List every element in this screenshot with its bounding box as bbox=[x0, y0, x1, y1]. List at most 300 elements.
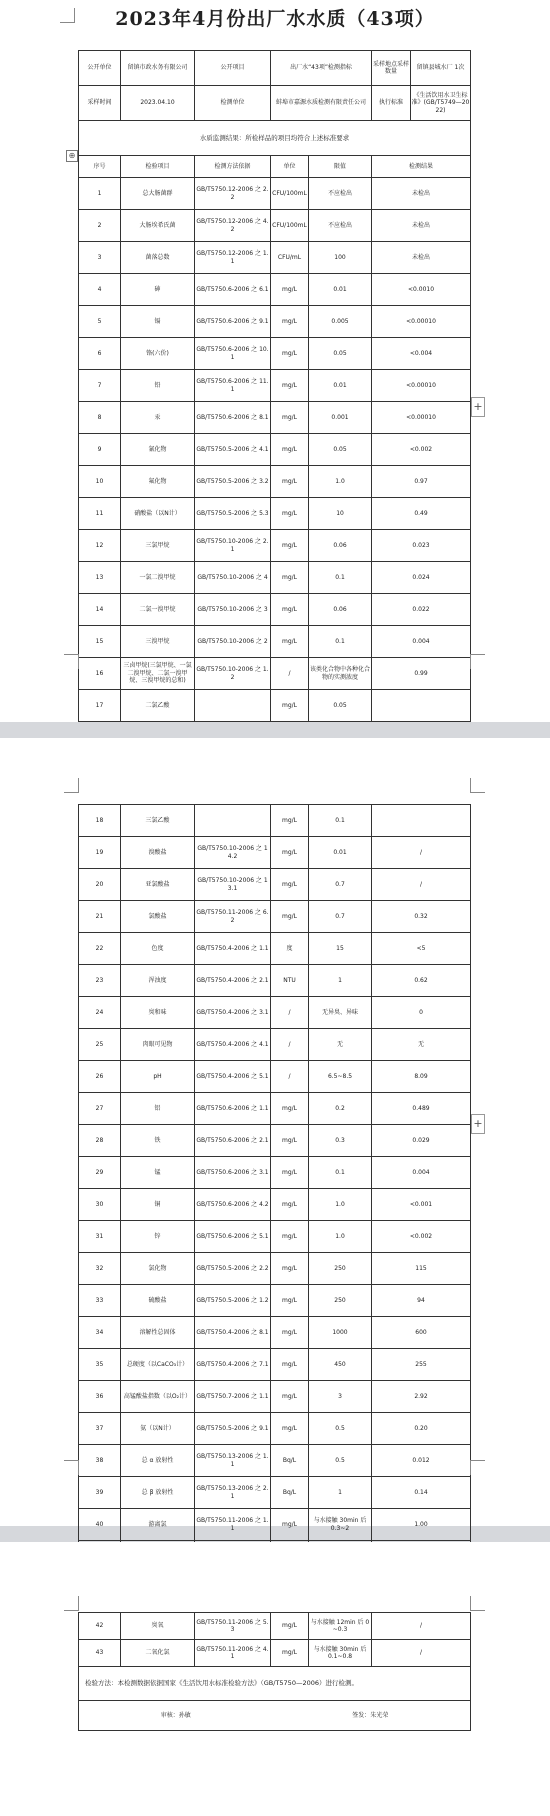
cell-result bbox=[372, 805, 471, 837]
cell-result: <0.002 bbox=[372, 434, 471, 466]
cell-no: 1 bbox=[79, 178, 121, 210]
cell-result: 未检出 bbox=[372, 210, 471, 242]
sample-point-value: 留镇县城水厂 1次 bbox=[416, 64, 465, 72]
cell-result: 600 bbox=[372, 1317, 471, 1349]
cell-limit: 与水接触 30min 后 0.3~2 bbox=[309, 1509, 372, 1541]
cell-limit: 450 bbox=[309, 1349, 372, 1381]
cell-result: 0.029 bbox=[372, 1125, 471, 1157]
cell-item: pH bbox=[121, 1061, 195, 1093]
table-row bbox=[79, 1445, 471, 1477]
cell-limit: 0.06 bbox=[309, 530, 372, 562]
cell-item: 锰 bbox=[121, 1157, 195, 1189]
cell-item: 铅 bbox=[121, 370, 195, 402]
table-row bbox=[79, 594, 471, 626]
cell-no: 42 bbox=[79, 1613, 121, 1640]
cell-unit: mg/L bbox=[271, 466, 309, 498]
cell-method: GB/T5750.4-2006 之 1.1 bbox=[195, 933, 271, 965]
cell-unit: CFU/100mL bbox=[271, 210, 309, 242]
cell-unit: mg/L bbox=[271, 370, 309, 402]
cell-unit: mg/L bbox=[271, 562, 309, 594]
water-quality-table-1 bbox=[78, 50, 471, 722]
add-row-button[interactable]: + bbox=[471, 1114, 485, 1134]
cell-result: 0.022 bbox=[372, 594, 471, 626]
cell-result: 94 bbox=[372, 1285, 471, 1317]
cell-item: 总 α 放射性 bbox=[121, 1445, 195, 1477]
cell-item: 硝酸盐（以N计） bbox=[121, 498, 195, 530]
cell-item: 砷 bbox=[121, 274, 195, 306]
cell-limit: 0.3 bbox=[309, 1125, 372, 1157]
table-row bbox=[79, 242, 471, 274]
cell-item: 游离氯 bbox=[121, 1509, 195, 1541]
cell-item: 汞 bbox=[121, 402, 195, 434]
cell-item: 氯化物 bbox=[121, 1253, 195, 1285]
table-row bbox=[79, 1349, 471, 1381]
cell-result: 0.99 bbox=[372, 658, 471, 690]
cell-limit: 0.1 bbox=[309, 805, 372, 837]
cell-item: 铜 bbox=[121, 1189, 195, 1221]
cell-item: 三氯甲烷 bbox=[121, 530, 195, 562]
cell-unit: mg/L bbox=[271, 1125, 309, 1157]
cell-limit: 与水接触 12min 后 0~0.3 bbox=[309, 1613, 372, 1640]
signature-row bbox=[79, 1701, 471, 1731]
cell-item: 二氯乙酸 bbox=[121, 690, 195, 722]
cell-no: 33 bbox=[79, 1285, 121, 1317]
header-row-2 bbox=[79, 86, 471, 121]
table-row bbox=[79, 933, 471, 965]
sample-time-label: 采样时间 bbox=[79, 86, 121, 121]
cell-result: 未检出 bbox=[372, 242, 471, 274]
table-row bbox=[79, 1285, 471, 1317]
cell-result: 2.92 bbox=[372, 1381, 471, 1413]
cell-method bbox=[195, 690, 271, 722]
table-row bbox=[79, 1640, 471, 1667]
table-row bbox=[79, 901, 471, 933]
section-note: 水质监测结果：所检样品的项目均符合上述标准要求 bbox=[79, 121, 471, 156]
col-limit: 限值 bbox=[309, 156, 372, 178]
cell-limit: 250 bbox=[309, 1253, 372, 1285]
cell-limit: 0.1 bbox=[309, 1157, 372, 1189]
cell-unit: mg/L bbox=[271, 498, 309, 530]
table-row bbox=[79, 434, 471, 466]
crop-mark bbox=[470, 1460, 485, 1475]
cell-limit: 与水接触 30min 后 0.1~0.8 bbox=[309, 1640, 372, 1667]
cell-no: 17 bbox=[79, 690, 121, 722]
col-result: 检测结果 bbox=[372, 156, 471, 178]
table-row bbox=[79, 210, 471, 242]
col-unit: 单位 bbox=[271, 156, 309, 178]
cell-result: 无 bbox=[372, 1029, 471, 1061]
method-note: 检验方法：本检测数据依据国家《生活饮用水标准检验方法》（GB/T5750—2006）进行检测。 bbox=[79, 1667, 471, 1701]
cell-method: GB/T5750.4-2006 之 5.1 bbox=[195, 1061, 271, 1093]
table-row bbox=[79, 274, 471, 306]
cell-no: 27 bbox=[79, 1093, 121, 1125]
cell-item: 锌 bbox=[121, 1221, 195, 1253]
cell-unit: mg/L bbox=[271, 1509, 309, 1541]
table-row bbox=[79, 370, 471, 402]
public-item-value: 出厂水“43项”检测指标 bbox=[271, 51, 372, 86]
table-row bbox=[79, 178, 471, 210]
cell-limit: 不应检出 bbox=[309, 210, 372, 242]
cell-result bbox=[372, 690, 471, 722]
cell-result: <0.002 bbox=[372, 1221, 471, 1253]
cell-result: 未检出 bbox=[372, 178, 471, 210]
cell-method: GB/T5750.6-2006 之 6.1 bbox=[195, 274, 271, 306]
cell-limit: 250 bbox=[309, 1285, 372, 1317]
cell-unit: mg/L bbox=[271, 402, 309, 434]
cell-unit: mg/L bbox=[271, 1093, 309, 1125]
cell-unit: mg/L bbox=[271, 1189, 309, 1221]
cell-result: 0.023 bbox=[372, 530, 471, 562]
cell-no: 13 bbox=[79, 562, 121, 594]
cell-no: 30 bbox=[79, 1189, 121, 1221]
cell-result: / bbox=[372, 837, 471, 869]
cell-limit: 10 bbox=[309, 498, 372, 530]
cell-unit: mg/L bbox=[271, 274, 309, 306]
add-row-button[interactable]: + bbox=[471, 397, 485, 417]
cell-result: 0.49 bbox=[372, 498, 471, 530]
table-row bbox=[79, 1317, 471, 1349]
cell-limit: 无异臭、异味 bbox=[309, 997, 372, 1029]
cell-method: GB/T5750.7-2006 之 1.1 bbox=[195, 1381, 271, 1413]
cell-result: 0.489 bbox=[372, 1093, 471, 1125]
cell-result: <0.004 bbox=[372, 338, 471, 370]
cell-unit: mg/L bbox=[271, 901, 309, 933]
cell-no: 37 bbox=[79, 1413, 121, 1445]
cell-method: GB/T5750.4-2006 之 8.1 bbox=[195, 1317, 271, 1349]
standard-cell bbox=[372, 86, 471, 121]
cell-method: GB/T5750.10-2006 之 13.1 bbox=[195, 869, 271, 901]
cell-limit: 15 bbox=[309, 933, 372, 965]
cell-no: 15 bbox=[79, 626, 121, 658]
table-row bbox=[79, 498, 471, 530]
cell-method: GB/T5750.13-2006 之 2.1 bbox=[195, 1477, 271, 1509]
cell-unit: NTU bbox=[271, 965, 309, 997]
cell-unit: mg/L bbox=[271, 1349, 309, 1381]
water-quality-table-2 bbox=[78, 804, 471, 1573]
cell-method: GB/T5750.5-2006 之 3.2 bbox=[195, 466, 271, 498]
table-row bbox=[79, 530, 471, 562]
table-row bbox=[79, 338, 471, 370]
cell-limit: 0.5 bbox=[309, 1413, 372, 1445]
cell-result: <0.00010 bbox=[372, 402, 471, 434]
cell-item: 一氯二溴甲烷 bbox=[121, 562, 195, 594]
cell-limit: 0.01 bbox=[309, 274, 372, 306]
standard-value: 《生活饮用水卫生标准》(GB/T5749—2022) bbox=[411, 91, 470, 114]
public-unit-value: 留镇市政水务有限公司 bbox=[121, 51, 195, 86]
cell-no: 3 bbox=[79, 242, 121, 274]
cell-result: <0.00010 bbox=[372, 370, 471, 402]
cell-result: <5 bbox=[372, 933, 471, 965]
cell-no: 22 bbox=[79, 933, 121, 965]
document-page-1 bbox=[0, 0, 550, 722]
cell-unit: / bbox=[271, 1061, 309, 1093]
table-move-handle-icon[interactable]: ⊕ bbox=[66, 150, 78, 162]
col-method: 检测方法依据 bbox=[195, 156, 271, 178]
cell-item: 色度 bbox=[121, 933, 195, 965]
cell-no: 11 bbox=[79, 498, 121, 530]
cell-no: 20 bbox=[79, 869, 121, 901]
cell-unit: / bbox=[271, 658, 309, 690]
cell-unit: mg/L bbox=[271, 338, 309, 370]
cell-result: 0.024 bbox=[372, 562, 471, 594]
cell-result: 0.32 bbox=[372, 901, 471, 933]
cell-item: 硫酸盐 bbox=[121, 1285, 195, 1317]
cell-method: GB/T5750.6-2006 之 5.1 bbox=[195, 1221, 271, 1253]
cell-method: GB/T5750.10-2006 之 3 bbox=[195, 594, 271, 626]
cell-unit: mg/L bbox=[271, 1221, 309, 1253]
cell-no: 5 bbox=[79, 306, 121, 338]
col-item: 检验项目 bbox=[121, 156, 195, 178]
cell-method: GB/T5750.4-2006 之 7.1 bbox=[195, 1349, 271, 1381]
cell-item: 二氯一溴甲烷 bbox=[121, 594, 195, 626]
table-row bbox=[79, 1093, 471, 1125]
cell-result: / bbox=[372, 1640, 471, 1667]
cell-method: GB/T5750.6-2006 之 9.1 bbox=[195, 306, 271, 338]
cell-no: 34 bbox=[79, 1317, 121, 1349]
cell-result: 1.00 bbox=[372, 1509, 471, 1541]
cell-limit: 0.1 bbox=[309, 626, 372, 658]
sample-point-label: 采样地点采样数量 bbox=[372, 51, 411, 85]
cell-item: 铬(六价) bbox=[121, 338, 195, 370]
cell-unit: mg/L bbox=[271, 837, 309, 869]
cell-result: / bbox=[372, 1613, 471, 1640]
cell-item: 肉眼可见物 bbox=[121, 1029, 195, 1061]
approver: 签发：朱光荣 bbox=[352, 1711, 389, 1719]
table-row bbox=[79, 306, 471, 338]
document-title: 2023年4月份出厂水水质（43项） bbox=[115, 8, 435, 30]
table-row bbox=[79, 869, 471, 901]
table-row bbox=[79, 1061, 471, 1093]
table-row bbox=[79, 965, 471, 997]
cell-method: GB/T5750.6-2006 之 2.1 bbox=[195, 1125, 271, 1157]
cell-method: GB/T5750.6-2006 之 8.1 bbox=[195, 402, 271, 434]
public-unit-label: 公开单位 bbox=[79, 51, 121, 86]
cell-method: GB/T5750.6-2006 之 10.1 bbox=[195, 338, 271, 370]
cell-no: 32 bbox=[79, 1253, 121, 1285]
cell-no: 2 bbox=[79, 210, 121, 242]
cell-item: 镉 bbox=[121, 306, 195, 338]
crop-mark bbox=[64, 1460, 79, 1475]
table-row bbox=[79, 1157, 471, 1189]
sample-point-cell bbox=[372, 51, 471, 86]
crop-mark bbox=[470, 654, 485, 669]
cell-method: GB/T5750.10-2006 之 14.2 bbox=[195, 837, 271, 869]
cell-method: GB/T5750.11-2006 之 1.1 bbox=[195, 1509, 271, 1541]
cell-limit: 1.0 bbox=[309, 1189, 372, 1221]
cell-unit: CFU/mL bbox=[271, 242, 309, 274]
cell-result: 0.004 bbox=[372, 1157, 471, 1189]
cell-limit: 该类化合物中各种化合物的实测浓度 bbox=[309, 658, 372, 690]
cell-limit: 0.06 bbox=[309, 594, 372, 626]
cell-limit: 1.0 bbox=[309, 466, 372, 498]
cell-unit: mg/L bbox=[271, 306, 309, 338]
cell-unit: mg/L bbox=[271, 530, 309, 562]
cell-no: 21 bbox=[79, 901, 121, 933]
cell-unit: mg/L bbox=[271, 1381, 309, 1413]
cell-method: GB/T5750.4-2006 之 3.1 bbox=[195, 997, 271, 1029]
cell-method: GB/T5750.12-2006 之 2.2 bbox=[195, 178, 271, 210]
cell-item: 氯酸盐 bbox=[121, 901, 195, 933]
table-row bbox=[79, 1221, 471, 1253]
crop-mark bbox=[64, 778, 79, 793]
test-unit-value: 蚌埠市嘉源水质检测有限责任公司 bbox=[271, 86, 372, 121]
cell-method: GB/T5750.12-2006 之 4.2 bbox=[195, 210, 271, 242]
cell-no: 40 bbox=[79, 1509, 121, 1541]
cell-unit: mg/L bbox=[271, 1253, 309, 1285]
cell-result: 115 bbox=[372, 1253, 471, 1285]
cell-item: 三卤甲烷(三氯甲烷、一氯二溴甲烷、二氯一溴甲烷、三溴甲烷的总和) bbox=[121, 658, 195, 690]
cell-no: 18 bbox=[79, 805, 121, 837]
cell-item: 铝 bbox=[121, 1093, 195, 1125]
cell-limit: 1000 bbox=[309, 1317, 372, 1349]
cell-unit: mg/L bbox=[271, 594, 309, 626]
cell-unit: mg/L bbox=[271, 626, 309, 658]
cell-limit: 0.7 bbox=[309, 901, 372, 933]
cell-unit: mg/L bbox=[271, 690, 309, 722]
cell-limit: 100 bbox=[309, 242, 372, 274]
cell-no: 35 bbox=[79, 1349, 121, 1381]
table-row bbox=[79, 402, 471, 434]
cell-result: <0.00010 bbox=[372, 306, 471, 338]
column-header-row bbox=[79, 156, 471, 178]
signature-cell bbox=[79, 1701, 471, 1731]
water-quality-table-3 bbox=[78, 1612, 471, 1731]
cell-result: <0.001 bbox=[372, 1189, 471, 1221]
cell-limit: 无 bbox=[309, 1029, 372, 1061]
table-row bbox=[79, 690, 471, 722]
cell-item: 氨（以N计） bbox=[121, 1413, 195, 1445]
cell-result: 0.004 bbox=[372, 626, 471, 658]
method-note-row bbox=[79, 1667, 471, 1701]
cell-limit: 0.7 bbox=[309, 869, 372, 901]
table-row bbox=[79, 562, 471, 594]
cell-unit: mg/L bbox=[271, 805, 309, 837]
cell-unit: mg/L bbox=[271, 1157, 309, 1189]
cell-method: GB/T5750.11-2006 之 5.3 bbox=[195, 1613, 271, 1640]
cell-limit: 6.5~8.5 bbox=[309, 1061, 372, 1093]
cell-no: 23 bbox=[79, 965, 121, 997]
cell-result: 255 bbox=[372, 1349, 471, 1381]
cell-method: GB/T5750.13-2006 之 1.1 bbox=[195, 1445, 271, 1477]
crop-mark bbox=[64, 654, 79, 669]
cell-no: 43 bbox=[79, 1640, 121, 1667]
cell-item: 亚氯酸盐 bbox=[121, 869, 195, 901]
cell-item: 三溴甲烷 bbox=[121, 626, 195, 658]
cell-item: 二氧化氯 bbox=[121, 1640, 195, 1667]
crop-mark bbox=[470, 1596, 485, 1611]
cell-limit: 0.01 bbox=[309, 370, 372, 402]
cell-item: 铁 bbox=[121, 1125, 195, 1157]
public-item-label: 公开项目 bbox=[195, 51, 271, 86]
cell-method: GB/T5750.4-2006 之 4.1 bbox=[195, 1029, 271, 1061]
cell-unit: mg/L bbox=[271, 1613, 309, 1640]
sample-time-value: 2023.04.10 bbox=[121, 86, 195, 121]
cell-no: 26 bbox=[79, 1061, 121, 1093]
table-row bbox=[79, 466, 471, 498]
cell-unit: / bbox=[271, 997, 309, 1029]
cell-method: GB/T5750.11-2006 之 4.1 bbox=[195, 1640, 271, 1667]
cell-limit: 1.0 bbox=[309, 1221, 372, 1253]
cell-unit: mg/L bbox=[271, 434, 309, 466]
cell-method: GB/T5750.6-2006 之 3.1 bbox=[195, 1157, 271, 1189]
cell-item: 三氯乙酸 bbox=[121, 805, 195, 837]
cell-result: 0.20 bbox=[372, 1413, 471, 1445]
cell-limit: 不应检出 bbox=[309, 178, 372, 210]
cell-limit: 0.005 bbox=[309, 306, 372, 338]
table-row bbox=[79, 1029, 471, 1061]
cell-no: 6 bbox=[79, 338, 121, 370]
cell-item: 总大肠菌群 bbox=[121, 178, 195, 210]
cell-no: 31 bbox=[79, 1221, 121, 1253]
crop-mark bbox=[64, 1596, 79, 1611]
cell-limit: 0.05 bbox=[309, 338, 372, 370]
cell-limit: 0.05 bbox=[309, 434, 372, 466]
cell-item: 氟化物 bbox=[121, 466, 195, 498]
cell-method: GB/T5750.6-2006 之 1.1 bbox=[195, 1093, 271, 1125]
table-row bbox=[79, 837, 471, 869]
cell-unit: mg/L bbox=[271, 1413, 309, 1445]
cell-method bbox=[195, 805, 271, 837]
cell-item: 臭和味 bbox=[121, 997, 195, 1029]
cell-result: / bbox=[372, 869, 471, 901]
cell-limit: 0.2 bbox=[309, 1093, 372, 1125]
cell-no: 14 bbox=[79, 594, 121, 626]
section-note-row bbox=[79, 121, 471, 156]
cell-item: 高锰酸盐指数（以O₂计） bbox=[121, 1381, 195, 1413]
cell-limit: 0.05 bbox=[309, 690, 372, 722]
cell-unit: mg/L bbox=[271, 1640, 309, 1667]
cell-item: 溴酸盐 bbox=[121, 837, 195, 869]
table-row bbox=[79, 805, 471, 837]
cell-method: GB/T5750.5-2006 之 4.1 bbox=[195, 434, 271, 466]
col-no: 序号 bbox=[79, 156, 121, 178]
cell-no: 4 bbox=[79, 274, 121, 306]
cell-unit: mg/L bbox=[271, 1317, 309, 1349]
table-row bbox=[79, 1253, 471, 1285]
cell-no: 7 bbox=[79, 370, 121, 402]
cell-item: 氰化物 bbox=[121, 434, 195, 466]
cell-limit: 0.01 bbox=[309, 837, 372, 869]
cell-limit: 3 bbox=[309, 1381, 372, 1413]
table-row bbox=[79, 997, 471, 1029]
cell-result: 0 bbox=[372, 997, 471, 1029]
test-unit-label: 检测单位 bbox=[195, 86, 271, 121]
standard-label: 执行标准 bbox=[372, 86, 411, 120]
header-row-1 bbox=[79, 51, 471, 86]
cell-unit: 度 bbox=[271, 933, 309, 965]
cell-item: 大肠埃希氏菌 bbox=[121, 210, 195, 242]
cell-unit: mg/L bbox=[271, 1285, 309, 1317]
table-row bbox=[79, 1413, 471, 1445]
cell-item: 臭氧 bbox=[121, 1613, 195, 1640]
cell-no: 12 bbox=[79, 530, 121, 562]
table-row bbox=[79, 658, 471, 690]
cell-no: 28 bbox=[79, 1125, 121, 1157]
cell-result: <0.0010 bbox=[372, 274, 471, 306]
table-row bbox=[79, 1509, 471, 1541]
cell-method: GB/T5750.5-2006 之 5.3 bbox=[195, 498, 271, 530]
document-page-2 bbox=[0, 738, 550, 1532]
cell-result: 0.97 bbox=[372, 466, 471, 498]
cell-no: 19 bbox=[79, 837, 121, 869]
cell-unit: Bq/L bbox=[271, 1477, 309, 1509]
cell-method: GB/T5750.10-2006 之 1.2 bbox=[195, 658, 271, 690]
cell-no: 24 bbox=[79, 997, 121, 1029]
cell-item: 总 β 放射性 bbox=[121, 1477, 195, 1509]
cell-method: GB/T5750.5-2006 之 9.1 bbox=[195, 1413, 271, 1445]
cell-no: 38 bbox=[79, 1445, 121, 1477]
cell-no: 10 bbox=[79, 466, 121, 498]
